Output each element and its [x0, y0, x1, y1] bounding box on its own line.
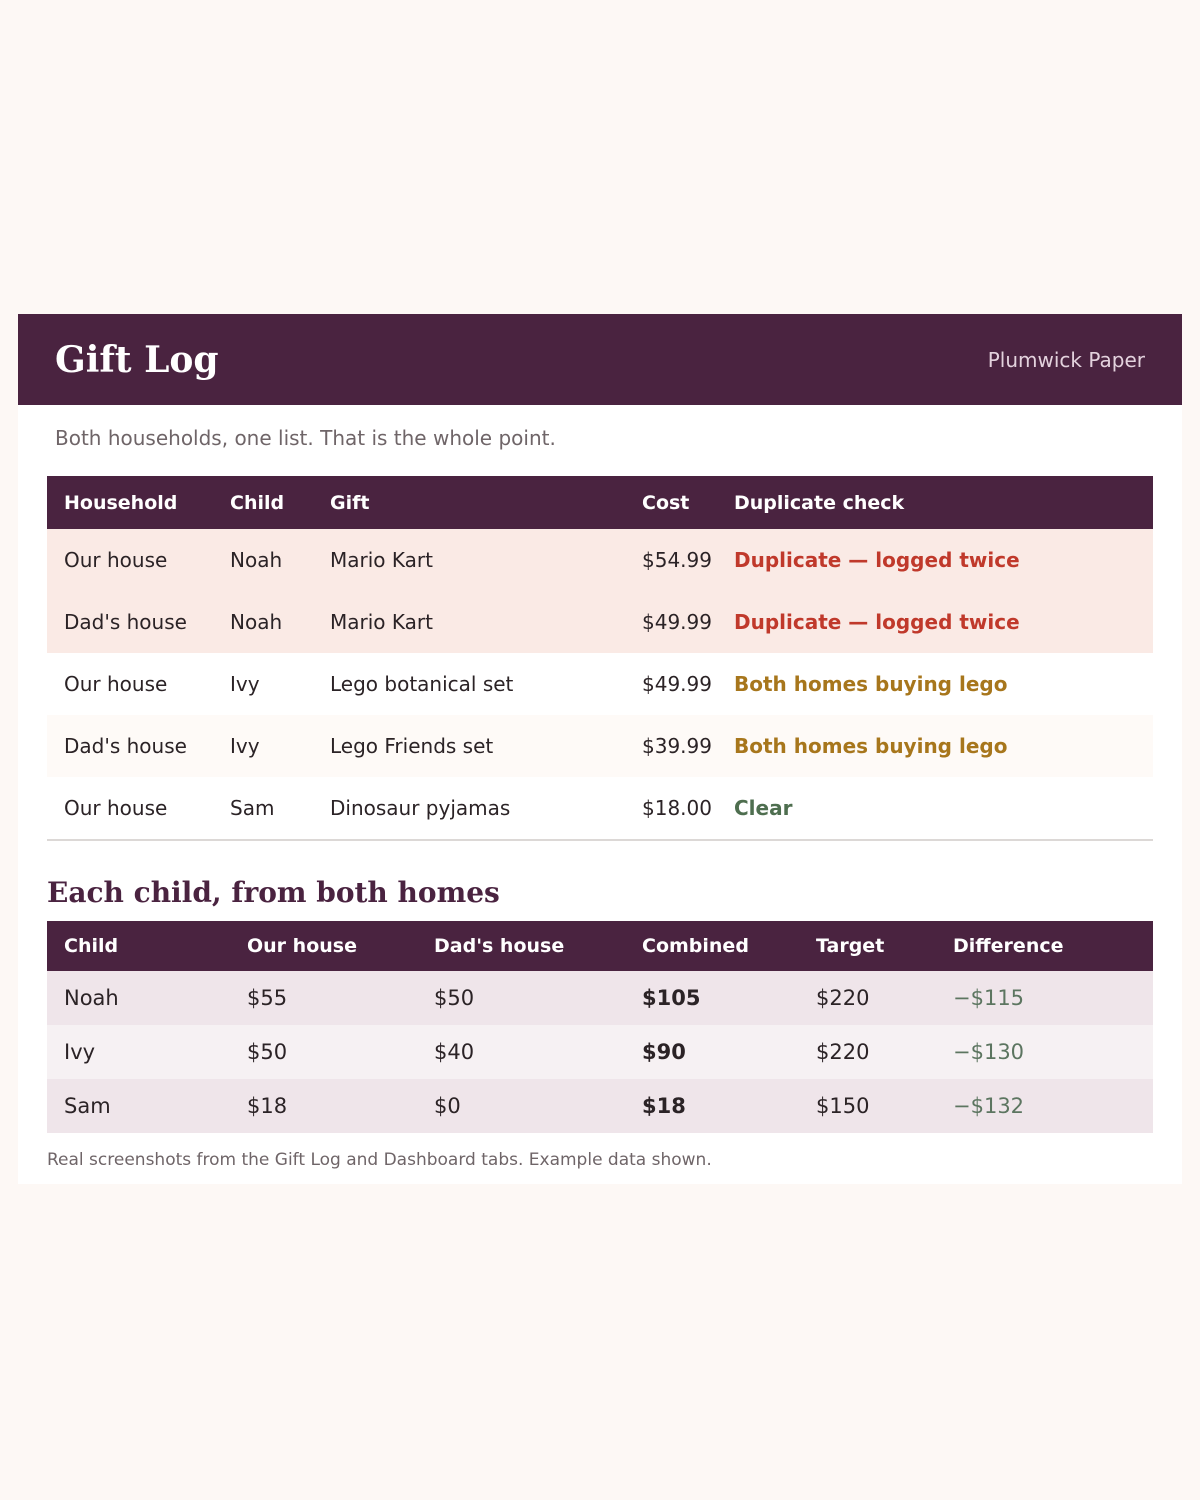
- child-cell[interactable]: Ivy: [230, 734, 260, 758]
- child-cell: Ivy: [64, 1040, 96, 1064]
- table-row[interactable]: [47, 715, 1153, 777]
- combined-cell: $90: [642, 1040, 686, 1064]
- dads-house-cell: $40: [434, 1040, 475, 1064]
- dads-house-cell: $50: [434, 986, 475, 1010]
- gift-cell[interactable]: Dinosaur pyjamas: [330, 796, 511, 820]
- combined-cell: $18: [642, 1094, 686, 1118]
- gift-log-card: [18, 314, 1182, 1184]
- column-header-combined[interactable]: Combined: [642, 935, 749, 957]
- child-cell[interactable]: Noah: [230, 610, 283, 634]
- column-header-gift[interactable]: Gift: [330, 491, 370, 514]
- table-row[interactable]: [47, 777, 1153, 840]
- difference-cell: −$115: [953, 986, 1025, 1010]
- column-header-target[interactable]: Target: [816, 935, 885, 957]
- table-row[interactable]: [47, 529, 1153, 591]
- child-cell[interactable]: Noah: [230, 548, 283, 572]
- header-bar: [18, 314, 1182, 405]
- target-cell: $220: [816, 986, 870, 1010]
- column-header-cost[interactable]: Cost: [642, 491, 690, 514]
- cost-cell[interactable]: $39.99: [642, 734, 712, 758]
- summary-header-row: [47, 921, 1153, 971]
- table-row[interactable]: [47, 971, 1153, 1025]
- dads-house-cell: $0: [434, 1094, 461, 1118]
- table-row[interactable]: [47, 1025, 1153, 1079]
- household-cell[interactable]: Dad's house: [64, 734, 187, 758]
- child-cell: Sam: [64, 1094, 111, 1118]
- gift-cell[interactable]: Mario Kart: [330, 548, 433, 572]
- cost-cell[interactable]: $54.99: [642, 548, 712, 572]
- column-header-child[interactable]: Child: [64, 935, 119, 957]
- gift-log-header-row: [47, 476, 1153, 529]
- table-row[interactable]: [47, 591, 1153, 653]
- table-row[interactable]: [47, 1079, 1153, 1133]
- cost-cell[interactable]: $18.00: [642, 796, 712, 820]
- target-cell: $150: [816, 1094, 870, 1118]
- page-subtitle: Both households, one list. That is the whole point.: [55, 426, 556, 450]
- duplicate-status: Both homes buying lego: [734, 672, 1008, 696]
- duplicate-status: Duplicate — logged twice: [734, 610, 1020, 634]
- household-cell[interactable]: Dad's house: [64, 610, 187, 634]
- gift-cell[interactable]: Lego botanical set: [330, 672, 514, 696]
- target-cell: $220: [816, 1040, 870, 1064]
- difference-cell: −$130: [953, 1040, 1025, 1064]
- child-cell: Noah: [64, 986, 119, 1010]
- gift-cell[interactable]: Mario Kart: [330, 610, 433, 634]
- household-cell[interactable]: Our house: [64, 796, 168, 820]
- duplicate-status: Clear: [734, 796, 793, 820]
- cost-cell[interactable]: $49.99: [642, 672, 712, 696]
- our-house-cell: $55: [247, 986, 288, 1010]
- gift-cell[interactable]: Lego Friends set: [330, 734, 494, 758]
- household-cell[interactable]: Our house: [64, 672, 168, 696]
- summary-heading: Each child, from both homes: [47, 876, 500, 909]
- difference-cell: −$132: [953, 1094, 1025, 1118]
- page-title: Gift Log: [55, 338, 219, 381]
- column-header-dads-house[interactable]: Dad's house: [434, 935, 565, 957]
- combined-cell: $105: [642, 986, 701, 1010]
- column-header-our-house[interactable]: Our house: [247, 935, 357, 957]
- column-header-duplicate-check[interactable]: Duplicate check: [734, 491, 905, 514]
- our-house-cell: $18: [247, 1094, 288, 1118]
- duplicate-status: Both homes buying lego: [734, 734, 1008, 758]
- duplicate-status: Duplicate — logged twice: [734, 548, 1020, 572]
- table-row[interactable]: [47, 653, 1153, 715]
- cost-cell[interactable]: $49.99: [642, 610, 712, 634]
- column-header-household[interactable]: Household: [64, 491, 178, 514]
- child-cell[interactable]: Sam: [230, 796, 275, 820]
- child-cell[interactable]: Ivy: [230, 672, 260, 696]
- caption: Real screenshots from the Gift Log and Dashboard tabs. Example data shown.: [47, 1150, 712, 1170]
- column-header-difference[interactable]: Difference: [953, 935, 1064, 957]
- brand-name: Plumwick Paper: [987, 347, 1145, 372]
- child-summary-table: [47, 921, 1153, 1133]
- column-header-child[interactable]: Child: [230, 491, 285, 514]
- gift-log-table: [47, 476, 1153, 841]
- our-house-cell: $50: [247, 1040, 288, 1064]
- household-cell[interactable]: Our house: [64, 548, 168, 572]
